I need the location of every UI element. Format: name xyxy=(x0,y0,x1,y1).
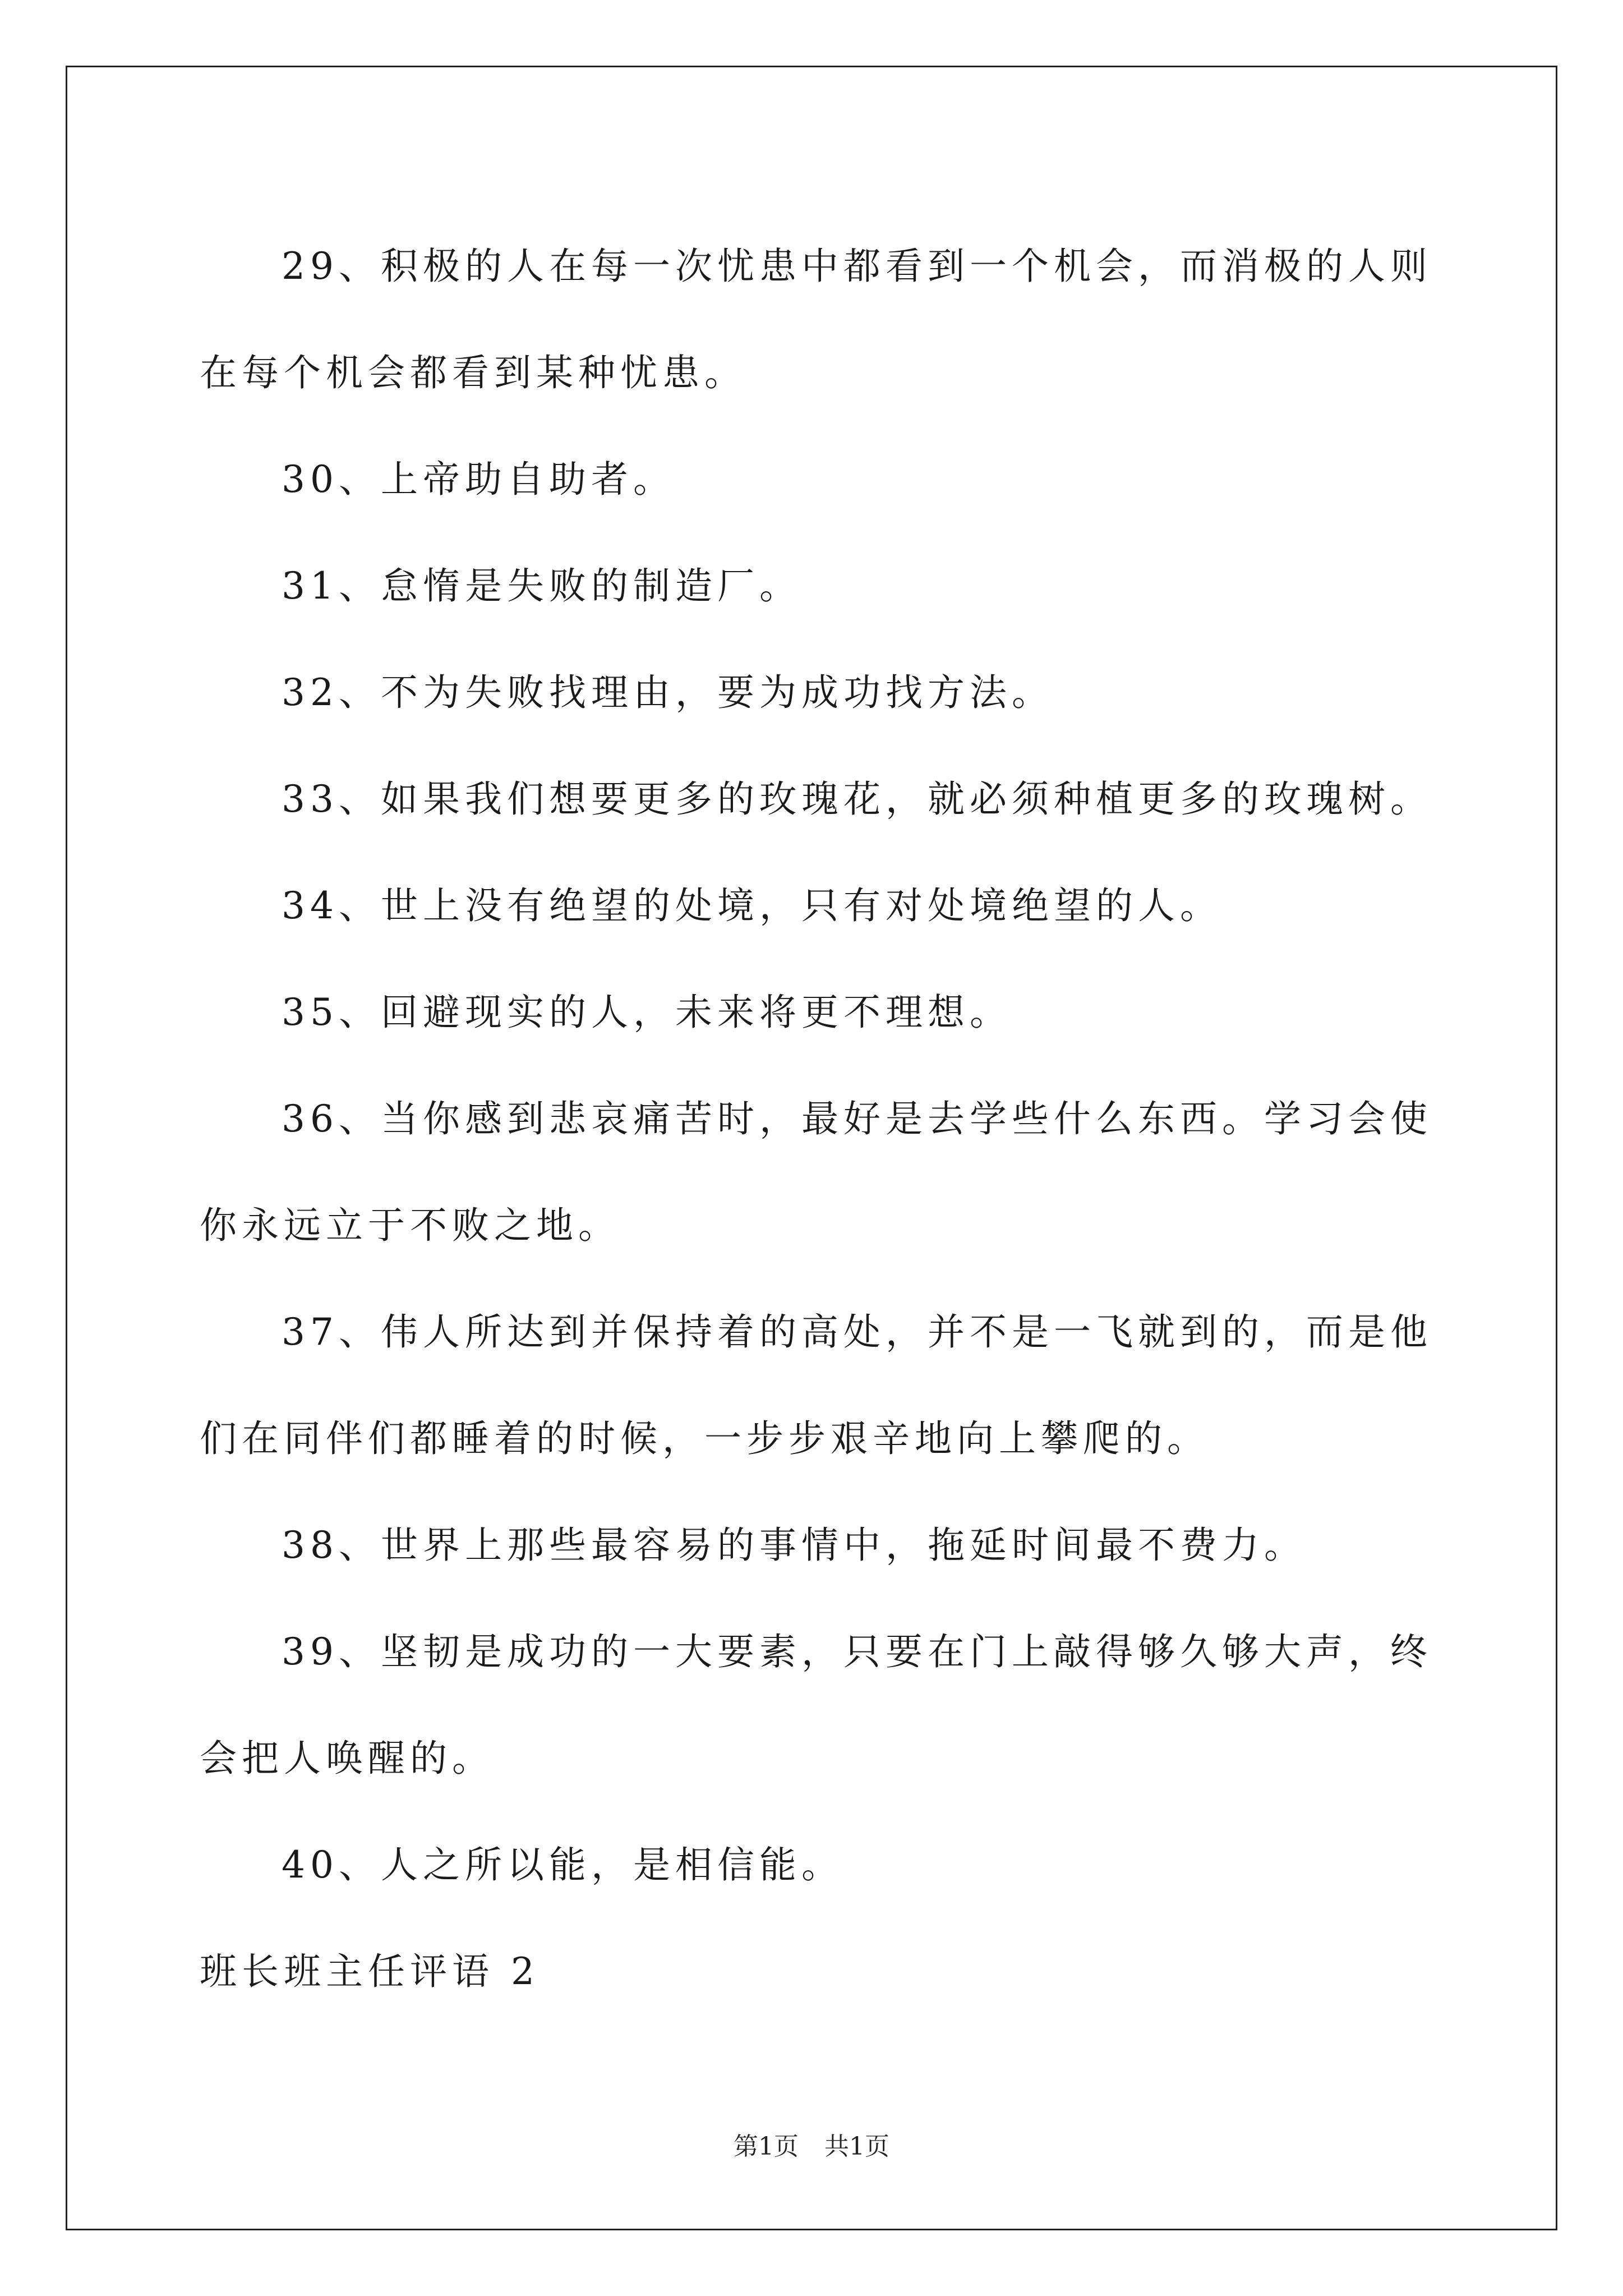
quote-paragraph: 30、上帝助自助者。 xyxy=(282,458,675,501)
page-footer xyxy=(0,2126,1623,2162)
quote-paragraph: 37、伟人所达到并保持着的高处，并不是一飞就到的，而是他们在同伴们都睡着的时候，一步步艰辛地向上攀爬的。 xyxy=(200,1310,1432,1460)
quote-paragraph: 32、不为失败找理由，要为成功找方法。 xyxy=(282,671,1054,714)
current-page-label: 第1页 xyxy=(734,2132,799,2161)
total-pages-label: 共1页 xyxy=(824,2132,889,2161)
quote-paragraph: 36、当你感到悲哀痛苦时，最好是去学些什么东西。学习会使你永远立于不败之地。 xyxy=(200,1097,1432,1247)
quote-paragraph: 29、积极的人在每一次忧患中都看到一个机会，而消极的人则在每个机会都看到某种忧患。 xyxy=(200,245,1432,394)
section-heading: 班长班主任评语 2 xyxy=(200,1950,540,1993)
quote-paragraph: 33、如果我们想要更多的玫瑰花，就必须种植更多的玫瑰树。 xyxy=(282,777,1432,821)
quote-paragraph: 38、世界上那些最容易的事情中，拖延时间最不费力。 xyxy=(282,1524,1306,1567)
quote-paragraph: 35、回避现实的人，未来将更不理想。 xyxy=(282,991,1012,1034)
quote-paragraph: 40、人之所以能，是相信能。 xyxy=(282,1843,843,1887)
quote-paragraph: 39、坚韧是成功的一大要素，只要在门上敲得够久够大声，终会把人唤醒的。 xyxy=(200,1630,1432,1780)
document-body xyxy=(200,213,1433,2025)
quote-paragraph: 34、世上没有绝望的处境，只有对处境绝望的人。 xyxy=(282,884,1222,927)
quote-paragraph: 31、怠惰是失败的制造厂。 xyxy=(282,564,801,608)
